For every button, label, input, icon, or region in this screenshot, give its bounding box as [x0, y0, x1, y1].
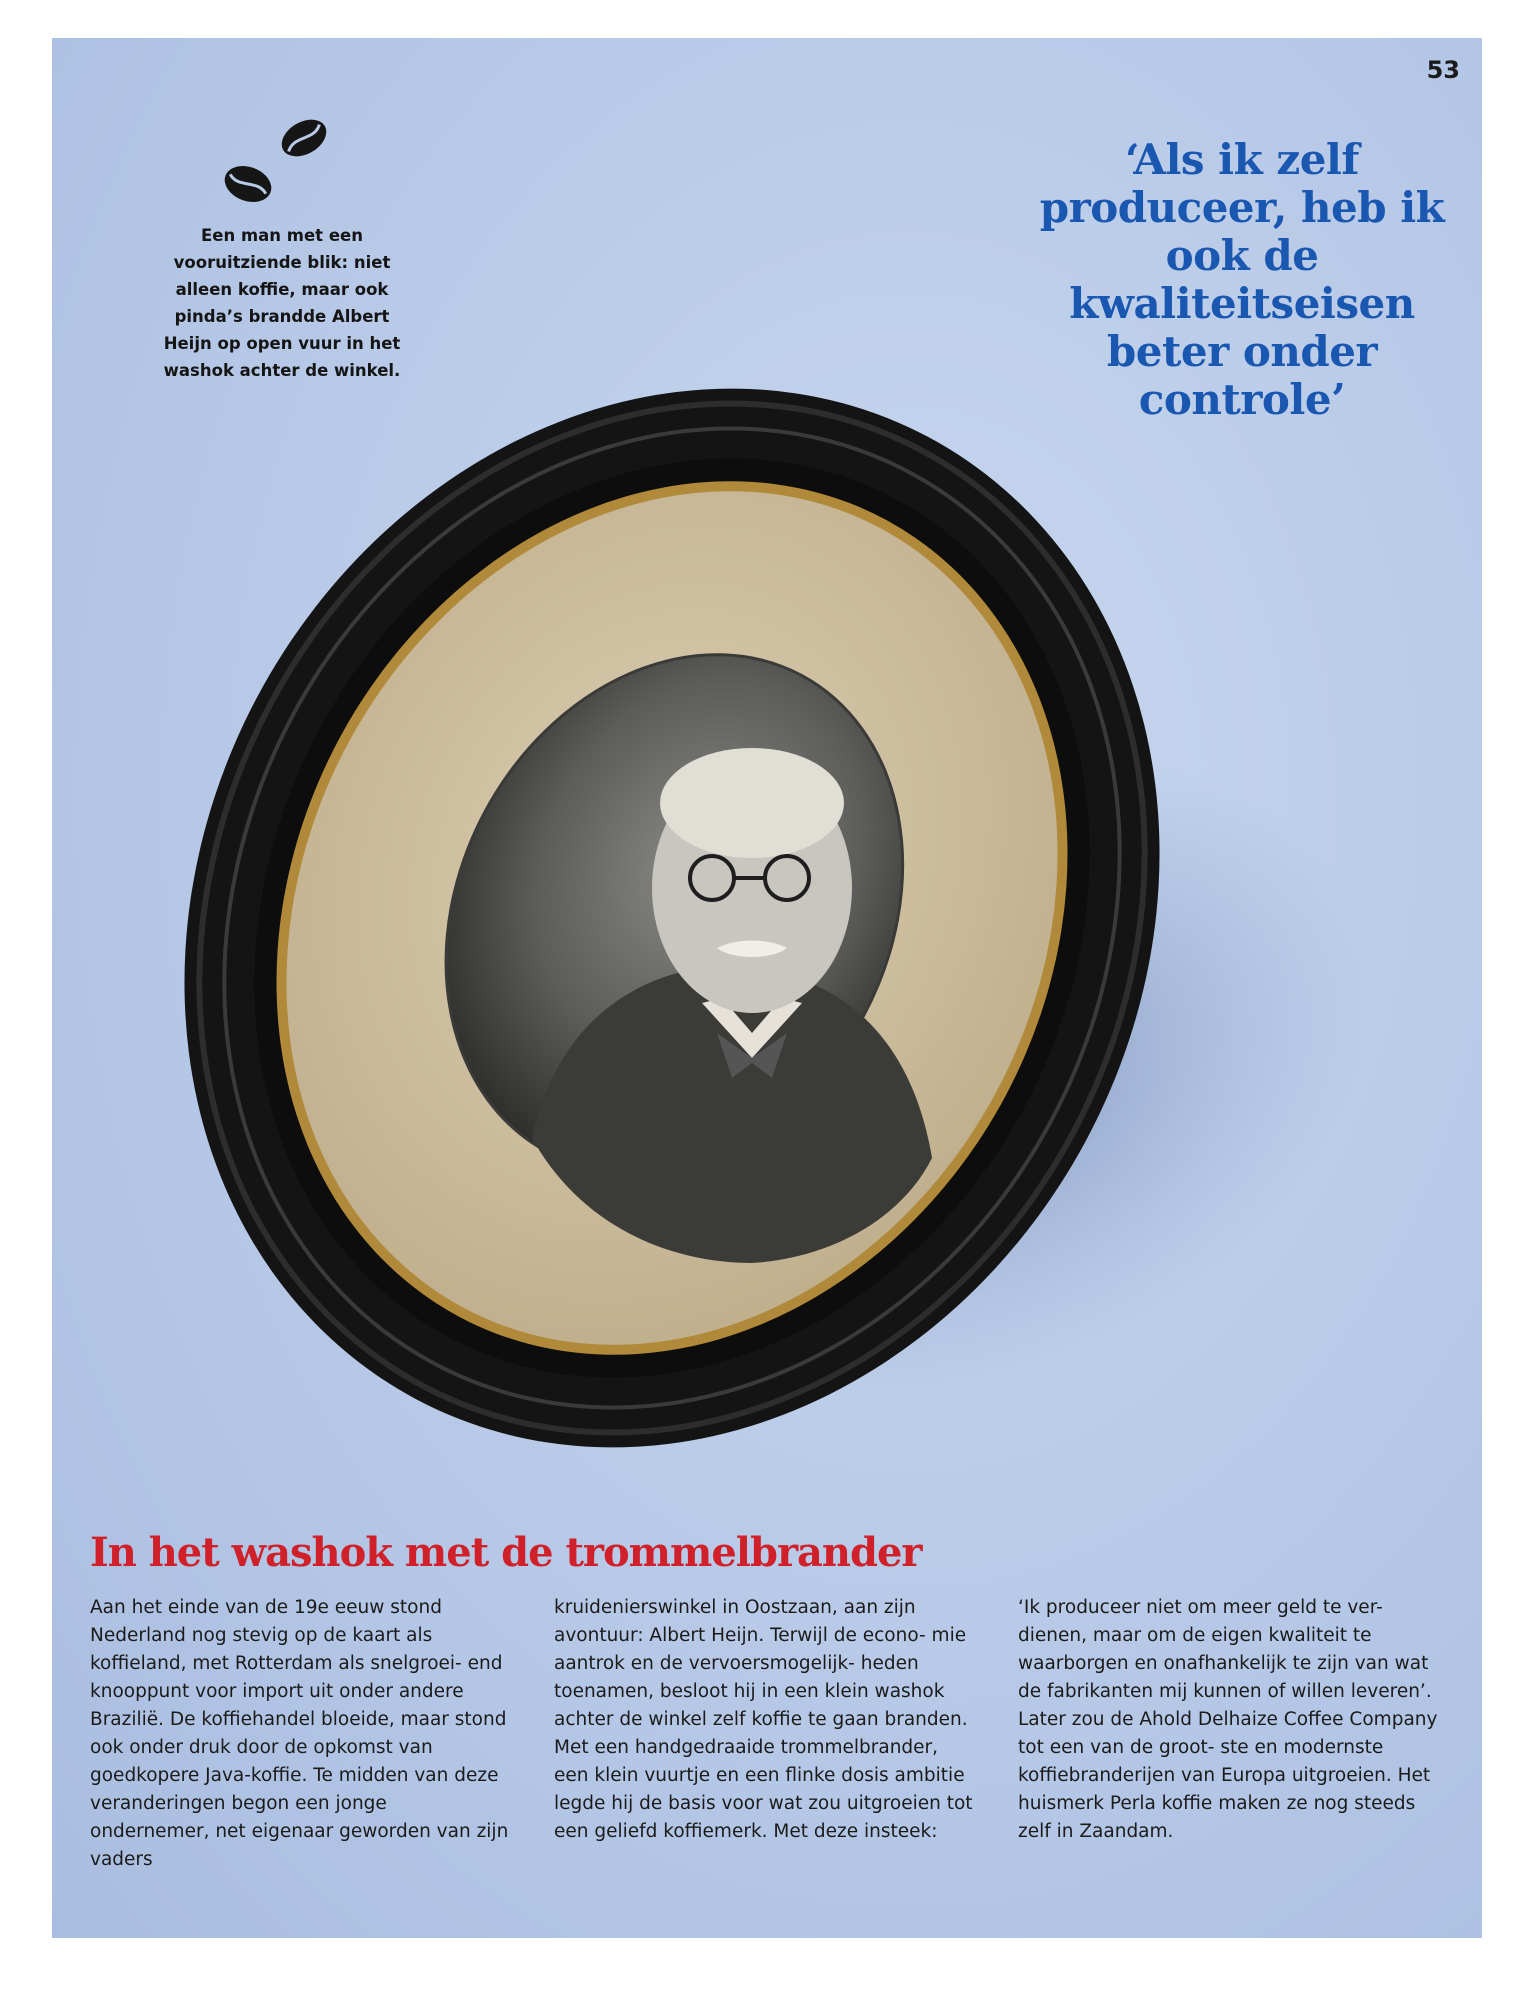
coffee-beans-decoration: [212, 98, 342, 218]
coffee-bean-icon: [275, 112, 333, 164]
article-column-3: [1018, 1594, 1438, 1846]
photo-caption: Een man met een vooruitziende blik: niet alleen koffie, maar ook pinda’s brandde Albert Heijn op open vuur in het washok achter de winkel.: [163, 226, 401, 380]
article-headline: In het washok met de trommelbrander: [90, 1529, 922, 1576]
coffee-bean-icon: [220, 160, 277, 208]
article-paragraph: Aan het einde van de 19e eeuw stond Nederland nog stevig op de kaart als koffieland, met Rotterdam als snelgroei- end knooppunt voor import uit onder andere Brazilië. De koffiehandel bloeide, maar stond ook onder druk door de opkomst van goedkopere Java-koffie. Te midden van deze veranderingen begon een jonge ondernemer, net eigenaar geworden van zijn vaders: [90, 1597, 509, 1870]
article-column-1: [90, 1594, 510, 1874]
page-number: 53: [1426, 56, 1460, 84]
article-column-2: [554, 1594, 974, 1846]
magazine-page: [52, 38, 1482, 1938]
framed-portrait-photo: [112, 298, 1412, 1538]
article-paragraph: ‘Ik produceer niet om meer geld te ver- dienen, maar om de eigen kwaliteit te waarborgen en onafhankelijk te zijn van wat de fabrikanten mij kunnen of willen leveren’. Later zou de Ahold Delhaize Coffee Company tot een van de groot- ste en modernste koffiebranderijen van Europa uitgroeien. Het huismerk Perla koffie maken ze nog steeds zelf in Zaandam.: [1018, 1597, 1438, 1842]
article-paragraph: kruidenierswinkel in Oostzaan, aan zijn avontuur: Albert Heijn. Terwijl de econo- mie aantrok en de vervoersmogelijk- heden toenamen, besloot hij in een klein washok achter de winkel zelf koffie te gaan branden. Met een handgedraaide trommelbrander, een klein vuurtje en een flinke dosis ambitie legde hij de basis voor wat zou uitgroeien tot een geliefd koffiemerk. Met deze insteek:: [554, 1597, 973, 1842]
pull-quote: ‘Als ik zelf produceer, heb ik ook de kwaliteitseisen beter onder controle’: [1039, 135, 1445, 424]
